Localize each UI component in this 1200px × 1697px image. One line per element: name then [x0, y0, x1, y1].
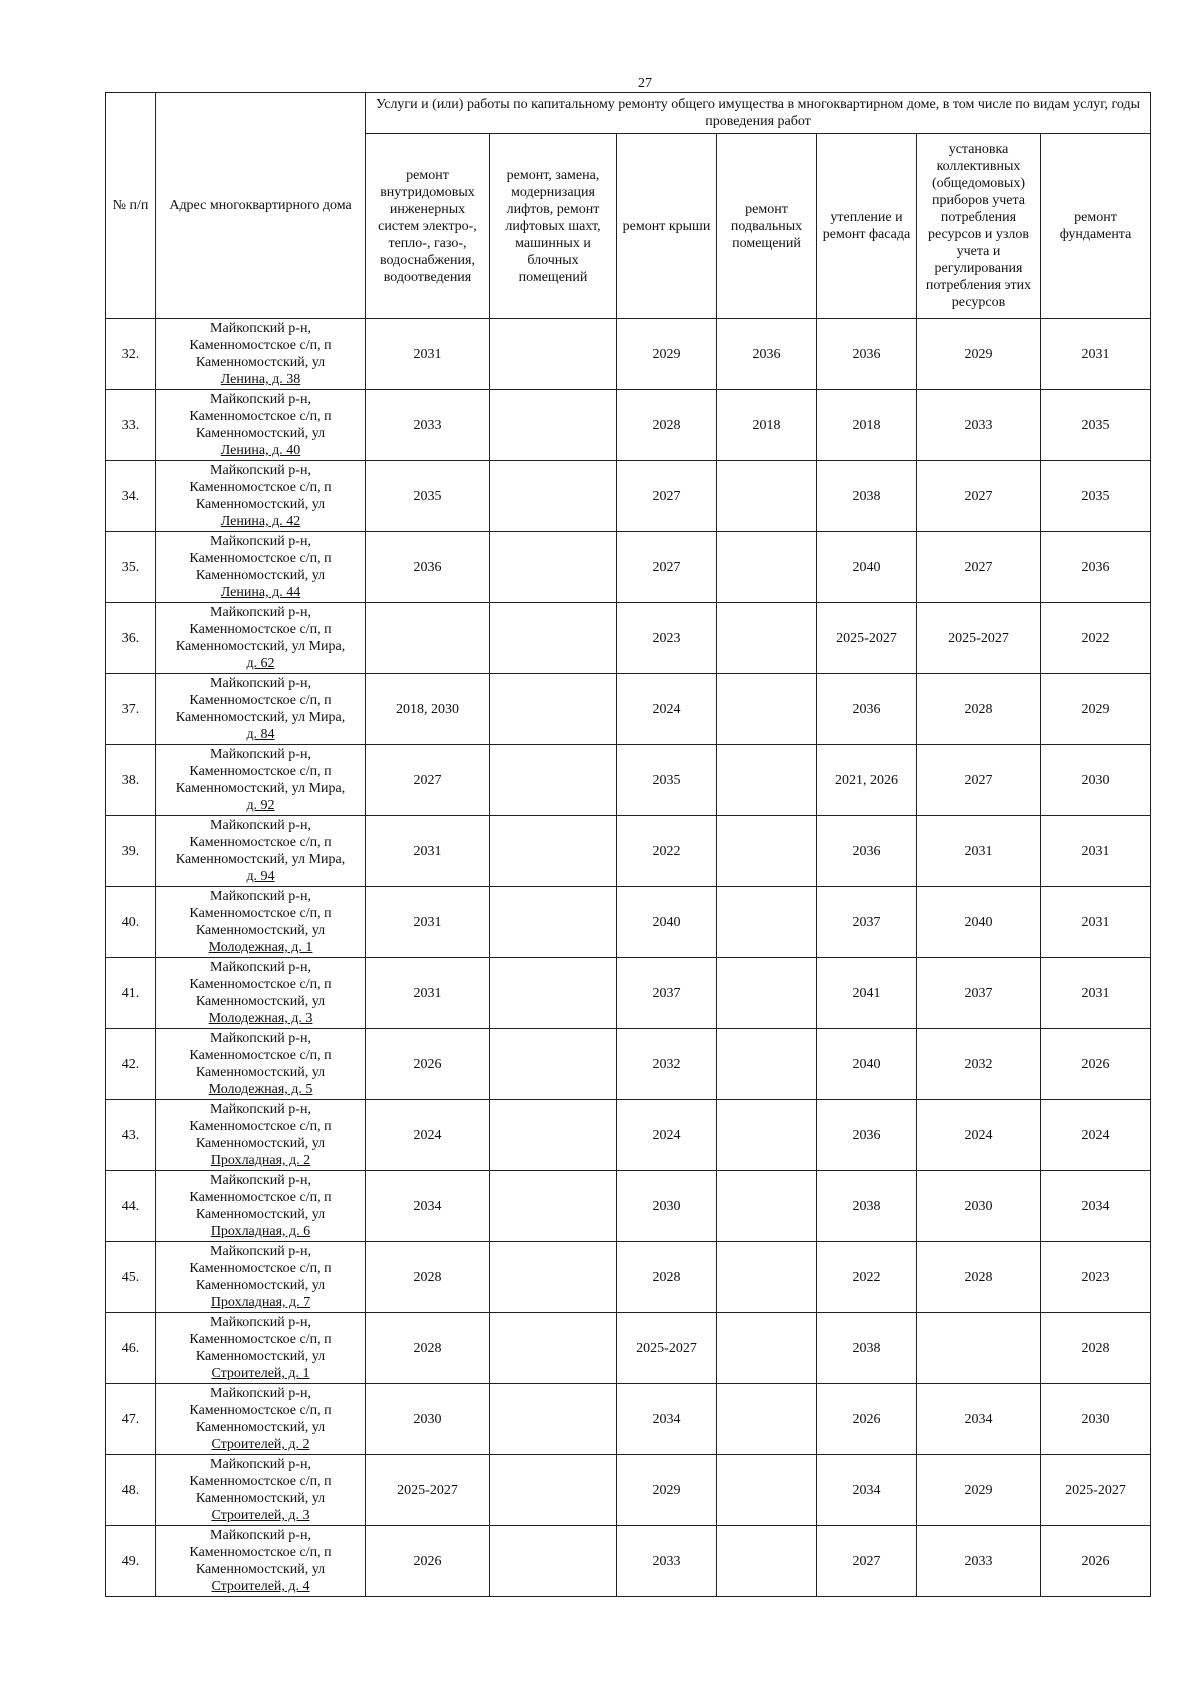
- cell-elevators: [490, 1384, 617, 1455]
- address-line: Майкопский р-н,: [210, 1457, 311, 1472]
- cell-meters: 2027: [917, 461, 1041, 532]
- row-number: 37.: [106, 674, 156, 745]
- cell-roof: 2029: [617, 319, 717, 390]
- row-number: 38.: [106, 745, 156, 816]
- address-line: Каменномостское с/п, п: [189, 1048, 332, 1063]
- address-line: Каменномостский, ул: [195, 1065, 326, 1080]
- cell-roof: 2040: [617, 887, 717, 958]
- address-line: Каменномостское с/п, п: [189, 835, 332, 850]
- cell-elevators: [490, 745, 617, 816]
- address-line: Прохладная, д. 6: [210, 1224, 311, 1239]
- cell-basement: [717, 532, 817, 603]
- address-line: д. 84: [246, 727, 275, 742]
- row-number: 33.: [106, 390, 156, 461]
- cell-foundation: 2026: [1041, 1526, 1151, 1597]
- row-number: 41.: [106, 958, 156, 1029]
- cell-meters: 2024: [917, 1100, 1041, 1171]
- address-line: Каменномостское с/п, п: [189, 551, 332, 566]
- cell-meters: 2033: [917, 390, 1041, 461]
- row-address: [156, 1029, 366, 1100]
- address-line: Каменномостское с/п, п: [189, 1403, 332, 1418]
- table-row: [106, 1171, 1151, 1242]
- cell-elevators: [490, 1526, 617, 1597]
- table-row: [106, 745, 1151, 816]
- cell-meters: 2028: [917, 1242, 1041, 1313]
- cell-foundation: 2030: [1041, 1384, 1151, 1455]
- address-line: Каменномостское с/п, п: [189, 622, 332, 637]
- cell-meters: 2027: [917, 532, 1041, 603]
- address-line: Каменномостский, ул: [195, 1562, 326, 1577]
- cell-roof: 2027: [617, 461, 717, 532]
- cell-elevators: [490, 603, 617, 674]
- row-number: 34.: [106, 461, 156, 532]
- cell-elevators: [490, 1455, 617, 1526]
- cell-facade: 2034: [817, 1455, 917, 1526]
- cell-meters: 2028: [917, 674, 1041, 745]
- cell-facade: 2037: [817, 887, 917, 958]
- header-services-group: Услуги и (или) работы по капитальному ремонту общего имущества в многоквартирном доме, в том числе по видам услуг, годы проведения работ: [366, 93, 1151, 134]
- row-address: [156, 603, 366, 674]
- row-address: [156, 816, 366, 887]
- row-number: 45.: [106, 1242, 156, 1313]
- cell-basement: [717, 1029, 817, 1100]
- cell-engineering-systems: 2036: [366, 532, 490, 603]
- row-address: [156, 674, 366, 745]
- cell-engineering-systems: 2031: [366, 319, 490, 390]
- cell-facade: 2041: [817, 958, 917, 1029]
- address-line: Каменномостское с/п, п: [189, 906, 332, 921]
- cell-meters: 2025-2027: [917, 603, 1041, 674]
- cell-elevators: [490, 1242, 617, 1313]
- address-line: Майкопский р-н,: [210, 747, 311, 762]
- address-line: Каменномостский, ул: [195, 568, 326, 583]
- cell-foundation: 2036: [1041, 532, 1151, 603]
- cell-elevators: [490, 390, 617, 461]
- cell-meters: 2029: [917, 319, 1041, 390]
- address-line: Каменномостское с/п, п: [189, 693, 332, 708]
- address-line: Каменномостский, ул: [195, 994, 326, 1009]
- table-row: [106, 603, 1151, 674]
- table-row: [106, 958, 1151, 1029]
- address-line: Ленина, д. 40: [220, 443, 301, 458]
- address-line: Каменномостский, ул: [195, 1420, 326, 1435]
- cell-engineering-systems: 2031: [366, 816, 490, 887]
- row-address: [156, 1242, 366, 1313]
- address-line: Майкопский р-н,: [210, 1315, 311, 1330]
- cell-engineering-systems: [366, 603, 490, 674]
- table-row: [106, 1384, 1151, 1455]
- cell-facade: 2027: [817, 1526, 917, 1597]
- address-line: Прохладная, д. 7: [210, 1295, 311, 1310]
- address-line: Каменномостское с/п, п: [189, 977, 332, 992]
- address-line: Каменномостское с/п, п: [189, 1190, 332, 1205]
- cell-facade: 2038: [817, 461, 917, 532]
- address-line: Майкопский р-н,: [210, 392, 311, 407]
- table-row: [106, 390, 1151, 461]
- cell-elevators: [490, 1171, 617, 1242]
- cell-facade: 2038: [817, 1171, 917, 1242]
- row-address: [156, 1455, 366, 1526]
- cell-basement: [717, 674, 817, 745]
- header-foundation: ремонт фундамента: [1041, 134, 1151, 319]
- cell-foundation: 2028: [1041, 1313, 1151, 1384]
- cell-facade: 2021, 2026: [817, 745, 917, 816]
- address-line: Строителей, д. 3: [211, 1508, 310, 1523]
- address-line: Майкопский р-н,: [210, 1528, 311, 1543]
- address-line: д. 92: [246, 798, 275, 813]
- cell-facade: 2036: [817, 1100, 917, 1171]
- cell-basement: [717, 1242, 817, 1313]
- address-line: Майкопский р-н,: [210, 1173, 311, 1188]
- row-number: 40.: [106, 887, 156, 958]
- cell-facade: 2036: [817, 816, 917, 887]
- row-number: 32.: [106, 319, 156, 390]
- address-line: Строителей, д. 4: [211, 1579, 310, 1594]
- table-row: [106, 1313, 1151, 1384]
- cell-elevators: [490, 816, 617, 887]
- header-basement: ремонт подвальных помещений: [717, 134, 817, 319]
- cell-elevators: [490, 1100, 617, 1171]
- cell-roof: 2029: [617, 1455, 717, 1526]
- cell-roof: 2037: [617, 958, 717, 1029]
- address-line: Каменномостское с/п, п: [189, 1474, 332, 1489]
- cell-basement: [717, 816, 817, 887]
- cell-meters: 2029: [917, 1455, 1041, 1526]
- header-address: Адрес многоквартирного дома: [156, 93, 366, 319]
- cell-basement: 2036: [717, 319, 817, 390]
- row-address: [156, 532, 366, 603]
- cell-roof: 2023: [617, 603, 717, 674]
- cell-foundation: 2022: [1041, 603, 1151, 674]
- cell-engineering-systems: 2025-2027: [366, 1455, 490, 1526]
- cell-meters: 2033: [917, 1526, 1041, 1597]
- header-number: № п/п: [106, 93, 156, 319]
- table-row: [106, 1455, 1151, 1526]
- cell-roof: 2024: [617, 674, 717, 745]
- address-line: Каменномостское с/п, п: [189, 409, 332, 424]
- address-line: Майкопский р-н,: [210, 818, 311, 833]
- cell-foundation: 2031: [1041, 319, 1151, 390]
- cell-basement: [717, 603, 817, 674]
- row-address: [156, 319, 366, 390]
- cell-elevators: [490, 887, 617, 958]
- address-line: д. 94: [246, 869, 275, 884]
- address-line: Каменномостский, ул: [195, 355, 326, 370]
- cell-facade: 2040: [817, 1029, 917, 1100]
- table-row: [106, 1242, 1151, 1313]
- header-engineering-systems: ремонт внутридомовых инженерных систем электро-, тепло-, газо-, водоснабжения, водоотведения: [366, 134, 490, 319]
- cell-roof: 2028: [617, 1242, 717, 1313]
- cell-engineering-systems: 2031: [366, 887, 490, 958]
- row-address: [156, 745, 366, 816]
- address-line: Каменномостское с/п, п: [189, 764, 332, 779]
- cell-facade: 2036: [817, 319, 917, 390]
- row-address: [156, 1384, 366, 1455]
- address-line: Майкопский р-н,: [210, 676, 311, 691]
- cell-foundation: 2024: [1041, 1100, 1151, 1171]
- header-facade: утепление и ремонт фасада: [817, 134, 917, 319]
- cell-engineering-systems: 2024: [366, 1100, 490, 1171]
- cell-engineering-systems: 2018, 2030: [366, 674, 490, 745]
- cell-foundation: 2029: [1041, 674, 1151, 745]
- cell-foundation: 2023: [1041, 1242, 1151, 1313]
- row-number: 48.: [106, 1455, 156, 1526]
- row-number: 42.: [106, 1029, 156, 1100]
- table-row: [106, 319, 1151, 390]
- cell-roof: 2024: [617, 1100, 717, 1171]
- cell-foundation: 2035: [1041, 461, 1151, 532]
- address-line: Каменномостский, ул: [195, 497, 326, 512]
- row-address: [156, 1313, 366, 1384]
- cell-meters: [917, 1313, 1041, 1384]
- address-line: Каменномостское с/п, п: [189, 1261, 332, 1276]
- address-line: Ленина, д. 38: [220, 372, 301, 387]
- cell-facade: 2025-2027: [817, 603, 917, 674]
- address-line: Каменномостский, ул: [195, 1491, 326, 1506]
- cell-facade: 2018: [817, 390, 917, 461]
- cell-meters: 2034: [917, 1384, 1041, 1455]
- table-body: [106, 319, 1151, 1597]
- row-address: [156, 461, 366, 532]
- cell-meters: 2030: [917, 1171, 1041, 1242]
- address-line: Майкопский р-н,: [210, 321, 311, 336]
- row-number: 35.: [106, 532, 156, 603]
- cell-engineering-systems: 2030: [366, 1384, 490, 1455]
- address-line: Молодежная, д. 3: [208, 1011, 313, 1026]
- address-line: Каменномостский, ул: [195, 426, 326, 441]
- cell-engineering-systems: 2026: [366, 1029, 490, 1100]
- table-row: [106, 816, 1151, 887]
- cell-roof: 2028: [617, 390, 717, 461]
- address-line: Каменномостский, ул: [195, 1136, 326, 1151]
- cell-foundation: 2031: [1041, 816, 1151, 887]
- cell-foundation: 2026: [1041, 1029, 1151, 1100]
- cell-elevators: [490, 1313, 617, 1384]
- header-meters: установка коллективных (общедомовых) приборов учета потребления ресурсов и узлов учета и регулирования потребления этих ресурсов: [917, 134, 1041, 319]
- header-elevators: ремонт, замена, модернизация лифтов, ремонт лифтовых шахт, машинных и блочных помещений: [490, 134, 617, 319]
- table-row: [106, 461, 1151, 532]
- cell-engineering-systems: 2026: [366, 1526, 490, 1597]
- cell-facade: 2036: [817, 674, 917, 745]
- address-line: Майкопский р-н,: [210, 1102, 311, 1117]
- cell-roof: 2027: [617, 532, 717, 603]
- table-row: [106, 674, 1151, 745]
- cell-basement: [717, 1313, 817, 1384]
- address-line: Молодежная, д. 1: [208, 940, 313, 955]
- address-line: Строителей, д. 1: [211, 1366, 310, 1381]
- cell-meters: 2032: [917, 1029, 1041, 1100]
- cell-basement: [717, 1526, 817, 1597]
- cell-facade: 2026: [817, 1384, 917, 1455]
- row-number: 46.: [106, 1313, 156, 1384]
- address-line: Каменномостский, ул Мира,: [175, 781, 346, 796]
- cell-elevators: [490, 319, 617, 390]
- table-row: [106, 532, 1151, 603]
- cell-meters: 2027: [917, 745, 1041, 816]
- row-number: 39.: [106, 816, 156, 887]
- cell-elevators: [490, 532, 617, 603]
- address-line: д. 62: [246, 656, 275, 671]
- cell-foundation: 2035: [1041, 390, 1151, 461]
- address-line: Каменномостское с/п, п: [189, 1119, 332, 1134]
- cell-facade: 2038: [817, 1313, 917, 1384]
- cell-meters: 2040: [917, 887, 1041, 958]
- cell-engineering-systems: 2027: [366, 745, 490, 816]
- row-address: [156, 1171, 366, 1242]
- row-number: 44.: [106, 1171, 156, 1242]
- cell-foundation: 2034: [1041, 1171, 1151, 1242]
- table-row: [106, 887, 1151, 958]
- table-row: [106, 1029, 1151, 1100]
- cell-foundation: 2025-2027: [1041, 1455, 1151, 1526]
- cell-engineering-systems: 2034: [366, 1171, 490, 1242]
- cell-basement: [717, 1384, 817, 1455]
- table-row: [106, 1100, 1151, 1171]
- cell-engineering-systems: 2028: [366, 1313, 490, 1384]
- row-number: 36.: [106, 603, 156, 674]
- cell-roof: 2033: [617, 1526, 717, 1597]
- cell-roof: 2035: [617, 745, 717, 816]
- address-line: Ленина, д. 42: [220, 514, 301, 529]
- address-line: Ленина, д. 44: [220, 585, 301, 600]
- address-line: Каменномостский, ул Мира,: [175, 852, 346, 867]
- cell-elevators: [490, 1029, 617, 1100]
- address-line: Майкопский р-н,: [210, 605, 311, 620]
- cell-meters: 2031: [917, 816, 1041, 887]
- header-roof: ремонт крыши: [617, 134, 717, 319]
- address-line: Каменномостский, ул: [195, 1207, 326, 1222]
- cell-engineering-systems: 2033: [366, 390, 490, 461]
- cell-engineering-systems: 2031: [366, 958, 490, 1029]
- cell-engineering-systems: 2028: [366, 1242, 490, 1313]
- cell-roof: 2032: [617, 1029, 717, 1100]
- address-line: Каменномостское с/п, п: [189, 1332, 332, 1347]
- cell-basement: [717, 1455, 817, 1526]
- cell-foundation: 2031: [1041, 958, 1151, 1029]
- address-line: Строителей, д. 2: [211, 1437, 310, 1452]
- address-line: Майкопский р-н,: [210, 534, 311, 549]
- row-address: [156, 958, 366, 1029]
- address-line: Каменномостский, ул: [195, 1278, 326, 1293]
- address-line: Майкопский р-н,: [210, 463, 311, 478]
- cell-basement: [717, 958, 817, 1029]
- address-line: Молодежная, д. 5: [208, 1082, 313, 1097]
- row-number: 49.: [106, 1526, 156, 1597]
- address-line: Майкопский р-н,: [210, 1386, 311, 1401]
- row-number: 43.: [106, 1100, 156, 1171]
- cell-roof: 2022: [617, 816, 717, 887]
- address-line: Майкопский р-н,: [210, 1031, 311, 1046]
- address-line: Майкопский р-н,: [210, 1244, 311, 1259]
- table-header: [106, 93, 1151, 319]
- cell-roof: 2034: [617, 1384, 717, 1455]
- cell-elevators: [490, 674, 617, 745]
- address-line: Майкопский р-н,: [210, 960, 311, 975]
- cell-basement: [717, 1171, 817, 1242]
- cell-meters: 2037: [917, 958, 1041, 1029]
- cell-basement: 2018: [717, 390, 817, 461]
- address-line: Каменномостский, ул: [195, 1349, 326, 1364]
- cell-foundation: 2030: [1041, 745, 1151, 816]
- address-line: Каменномостское с/п, п: [189, 338, 332, 353]
- cell-facade: 2022: [817, 1242, 917, 1313]
- cell-basement: [717, 745, 817, 816]
- table-row: [106, 1526, 1151, 1597]
- cell-facade: 2040: [817, 532, 917, 603]
- address-line: Каменномостский, ул: [195, 923, 326, 938]
- address-line: Каменномостское с/п, п: [189, 1545, 332, 1560]
- row-address: [156, 1526, 366, 1597]
- address-line: Каменномостский, ул Мира,: [175, 710, 346, 725]
- cell-basement: [717, 461, 817, 532]
- row-address: [156, 390, 366, 461]
- cell-basement: [717, 887, 817, 958]
- row-address: [156, 1100, 366, 1171]
- row-number: 47.: [106, 1384, 156, 1455]
- address-line: Майкопский р-н,: [210, 889, 311, 904]
- address-line: Каменномостское с/п, п: [189, 480, 332, 495]
- cell-basement: [717, 1100, 817, 1171]
- address-line: Прохладная, д. 2: [210, 1153, 311, 1168]
- repair-schedule-table: [105, 92, 1151, 1597]
- cell-roof: 2030: [617, 1171, 717, 1242]
- page-number: 27: [638, 76, 652, 91]
- cell-roof: 2025-2027: [617, 1313, 717, 1384]
- cell-elevators: [490, 461, 617, 532]
- cell-engineering-systems: 2035: [366, 461, 490, 532]
- cell-elevators: [490, 958, 617, 1029]
- cell-foundation: 2031: [1041, 887, 1151, 958]
- row-address: [156, 887, 366, 958]
- address-line: Каменномостский, ул Мира,: [175, 639, 346, 654]
